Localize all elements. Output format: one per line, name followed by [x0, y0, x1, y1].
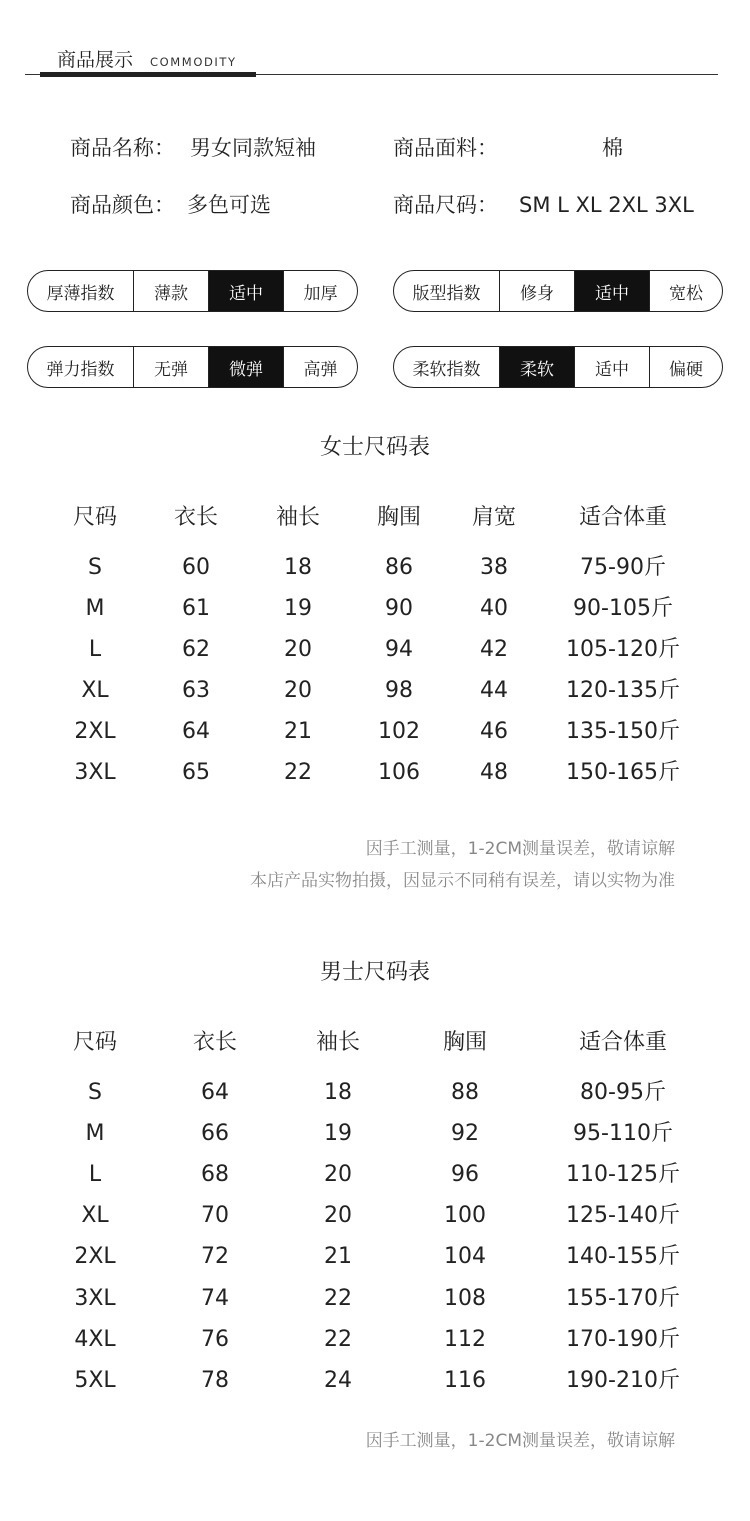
men-table-cell: 22 — [324, 1326, 352, 1352]
fit-option: 修身 — [499, 271, 574, 311]
product-fabric-value: 棉 — [602, 136, 623, 160]
men-table-cell: 80-95斤 — [580, 1080, 666, 1105]
women-header-cell: 衣长 — [173, 505, 219, 530]
men-table-cell: 125-140斤 — [566, 1203, 680, 1229]
men-table-cell: S — [88, 1080, 102, 1105]
men-header-cell: 衣长 — [192, 1030, 238, 1055]
thickness-option: 加厚 — [283, 271, 357, 311]
men-table-cell: 3XL — [74, 1285, 116, 1311]
fit-option: 宽松 — [649, 271, 722, 311]
thickness-option: 薄款 — [133, 271, 208, 311]
women-table-cell: 22 — [284, 760, 312, 785]
men-table-cell: 155-170斤 — [566, 1285, 680, 1311]
men-table-cell: 18 — [324, 1080, 352, 1105]
women-table-cell: 62 — [182, 637, 210, 662]
measurement-note: 因手工测量，1-2CM测量误差，敬请谅解 — [365, 839, 675, 859]
women-table-cell: 60 — [182, 555, 210, 580]
women-table-cell: 64 — [182, 719, 210, 744]
thickness-index — [27, 270, 358, 312]
elasticity-option: 无弹 — [133, 347, 208, 387]
women-table-cell: 98 — [385, 678, 413, 703]
elasticity-option: 高弹 — [283, 347, 357, 387]
product-size-value: SM L XL 2XL 3XL — [519, 193, 694, 217]
women-table-cell: 20 — [284, 678, 312, 703]
women-table-cell: 3XL — [74, 760, 116, 785]
product-color-value: 多色可选 — [187, 193, 271, 217]
product-size-label: 商品尺码： — [393, 193, 498, 217]
elasticity-option: 微弹 — [208, 347, 283, 387]
women-table-cell: 106 — [378, 760, 420, 785]
softness-option: 偏硬 — [649, 347, 722, 387]
fit-index-label: 版型指数 — [412, 283, 481, 304]
product-color-label: 商品颜色： — [70, 193, 175, 217]
men-table-cell: 66 — [201, 1121, 229, 1147]
men-table-cell: 116 — [444, 1367, 486, 1393]
women-table-cell: 102 — [378, 719, 420, 744]
men-table-cell: 190-210斤 — [566, 1367, 680, 1393]
softness-index-label: 柔软指数 — [412, 359, 481, 380]
women-table-cell: 150-165斤 — [566, 760, 680, 785]
women-table-cell: 21 — [284, 719, 312, 744]
women-table-cell: 65 — [182, 760, 210, 785]
men-table-cell: M — [85, 1121, 105, 1147]
men-table-cell: XL — [81, 1203, 109, 1229]
women-table-cell: 86 — [385, 555, 413, 580]
women-table-cell: 40 — [480, 596, 508, 621]
section-subtitle: COMMODITY — [150, 55, 237, 69]
product-fabric-label: 商品面料： — [393, 136, 498, 160]
men-table-cell: 100 — [444, 1203, 486, 1229]
men-table-cell: 78 — [201, 1367, 229, 1393]
women-table-cell: 120-135斤 — [566, 678, 680, 703]
women-header-cell: 肩宽 — [471, 505, 517, 530]
men-table-cell: 170-190斤 — [566, 1326, 680, 1352]
women-table-cell: 105-120斤 — [566, 637, 680, 662]
measurement-note: 因手工测量，1-2CM测量误差，敬请谅解 — [365, 1431, 675, 1451]
women-table-cell: 44 — [480, 678, 508, 703]
women-table-cell: 38 — [480, 555, 508, 580]
thickness-option: 适中 — [208, 271, 283, 311]
men-table-cell: 64 — [201, 1080, 229, 1105]
men-table-cell: 112 — [444, 1326, 486, 1352]
fit-option: 适中 — [574, 271, 649, 311]
men-size-table-title: 男士尺码表 — [319, 960, 430, 985]
women-table-cell: M — [85, 596, 105, 621]
men-table-cell: 72 — [201, 1244, 229, 1270]
women-table-cell: L — [88, 637, 102, 662]
men-table-cell: 108 — [444, 1285, 486, 1311]
softness-option: 柔软 — [499, 347, 574, 387]
women-table-cell: 75-90斤 — [580, 555, 666, 580]
men-table-cell: 2XL — [74, 1244, 116, 1270]
men-table-cell: 22 — [324, 1285, 352, 1311]
women-size-table-title: 女士尺码表 — [319, 435, 430, 460]
display-note: 本店产品实物拍摄，因显示不同稍有误差，请以实物为准 — [250, 871, 675, 891]
men-table-cell: 4XL — [74, 1326, 116, 1352]
men-table-cell: 92 — [451, 1121, 479, 1147]
women-table-cell: 94 — [385, 637, 413, 662]
women-header-cell: 袖长 — [275, 505, 321, 530]
men-table-cell: 74 — [201, 1285, 229, 1311]
men-table-cell: 19 — [324, 1121, 352, 1147]
elasticity-index-label: 弹力指数 — [46, 359, 115, 380]
men-header-cell: 袖长 — [315, 1030, 361, 1055]
women-table-cell: 135-150斤 — [566, 719, 680, 744]
men-table-cell: 20 — [324, 1162, 352, 1188]
men-table-cell: 24 — [324, 1367, 352, 1393]
header-accent-bar — [40, 72, 256, 77]
men-table-cell: 76 — [201, 1326, 229, 1352]
women-header-cell: 适合体重 — [578, 505, 668, 530]
men-header-cell: 胸围 — [442, 1030, 488, 1055]
men-table-cell: 140-155斤 — [566, 1244, 680, 1270]
women-table-cell: 63 — [182, 678, 210, 703]
women-header-cell: 胸围 — [376, 505, 422, 530]
men-table-cell: L — [88, 1162, 102, 1188]
softness-index — [393, 346, 723, 388]
product-name-value: 男女同款短袖 — [190, 136, 316, 160]
women-header-cell: 尺码 — [72, 505, 118, 530]
men-table-cell: 104 — [444, 1244, 486, 1270]
women-table-cell: 18 — [284, 555, 312, 580]
product-name-label: 商品名称： — [70, 136, 175, 160]
men-table-cell: 96 — [451, 1162, 479, 1188]
women-table-cell: 61 — [182, 596, 210, 621]
women-table-cell: 2XL — [74, 719, 116, 744]
men-table-cell: 5XL — [74, 1367, 116, 1393]
men-table-cell: 20 — [324, 1203, 352, 1229]
men-header-cell: 适合体重 — [578, 1030, 668, 1055]
elasticity-index — [27, 346, 358, 388]
men-table-cell: 88 — [451, 1080, 479, 1105]
women-table-cell: 48 — [480, 760, 508, 785]
women-table-cell: 19 — [284, 596, 312, 621]
women-table-cell: 42 — [480, 637, 508, 662]
women-table-cell: 90 — [385, 596, 413, 621]
women-table-cell: 90-105斤 — [573, 596, 673, 621]
thickness-index-label: 厚薄指数 — [46, 283, 115, 304]
women-table-cell: 20 — [284, 637, 312, 662]
section-title: 商品展示 — [57, 49, 134, 71]
women-table-cell: XL — [81, 678, 109, 703]
men-table-cell: 70 — [201, 1203, 229, 1229]
men-table-cell: 110-125斤 — [566, 1162, 680, 1188]
women-table-cell: S — [88, 555, 102, 580]
men-table-cell: 68 — [201, 1162, 229, 1188]
softness-option: 适中 — [574, 347, 649, 387]
men-table-cell: 95-110斤 — [573, 1121, 673, 1147]
men-table-cell: 21 — [324, 1244, 352, 1270]
men-header-cell: 尺码 — [72, 1030, 118, 1055]
women-table-cell: 46 — [480, 719, 508, 744]
fit-index — [393, 270, 723, 312]
